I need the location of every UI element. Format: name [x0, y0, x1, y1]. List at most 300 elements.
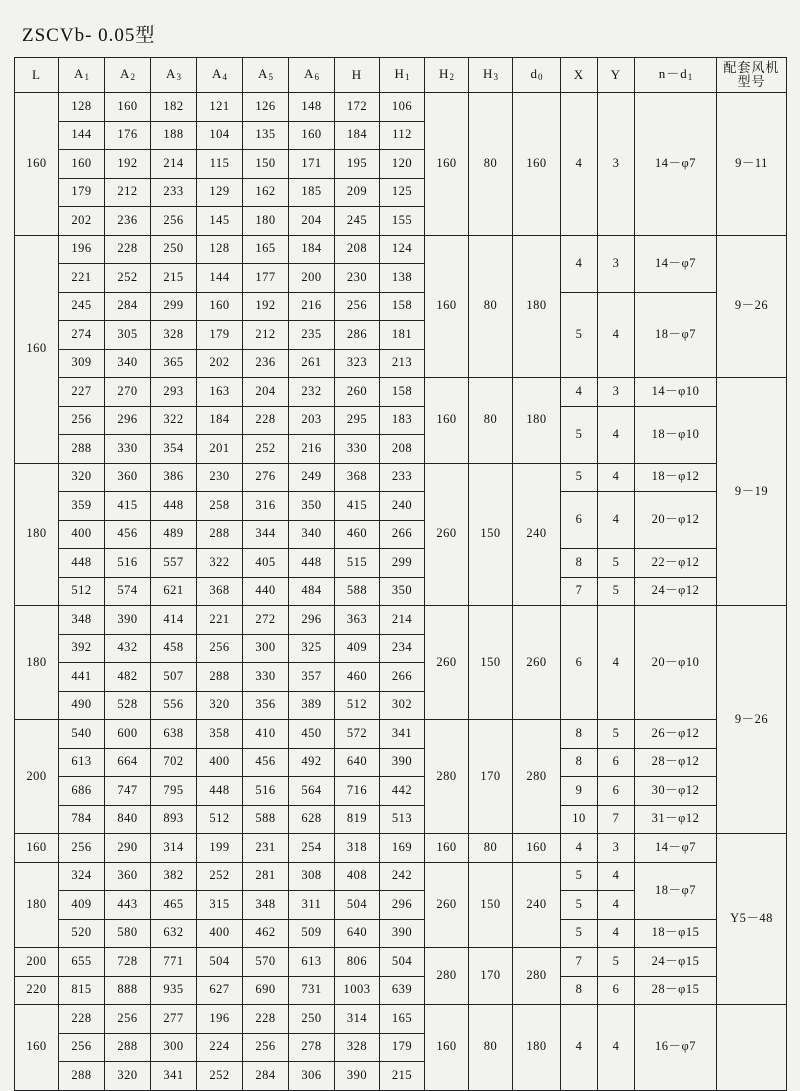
cell-Y: 4	[598, 919, 635, 948]
cell-n-d1: 14－φ7	[635, 834, 717, 863]
cell-A4: 256	[197, 634, 243, 663]
cell-A4: 400	[197, 919, 243, 948]
cell-A6: 325	[289, 634, 335, 663]
cell-A4: 199	[197, 834, 243, 863]
cell-A6: 232	[289, 378, 335, 407]
cell-H: 363	[335, 606, 380, 635]
cell-H: 172	[335, 93, 380, 122]
cell-L: 220	[15, 976, 59, 1005]
cell-n-d1: 31－φ12	[635, 805, 717, 834]
cell-n-d1: 16－φ7	[635, 1005, 717, 1091]
cell-H: 504	[335, 891, 380, 920]
cell-A5: 135	[243, 121, 289, 150]
cell-A2: 516	[105, 549, 151, 578]
cell-X: 10	[561, 805, 598, 834]
cell-H3: 170	[469, 948, 513, 1005]
cell-A3: 277	[151, 1005, 197, 1034]
cell-A5: 570	[243, 948, 289, 977]
cell-A1: 815	[59, 976, 105, 1005]
cell-A1: 441	[59, 663, 105, 692]
cell-A3: 256	[151, 207, 197, 236]
cell-H: 195	[335, 150, 380, 179]
cell-A3: 489	[151, 520, 197, 549]
cell-A3: 893	[151, 805, 197, 834]
cell-n-d1: 14－φ7	[635, 235, 717, 292]
cell-A4: 224	[197, 1033, 243, 1062]
cell-A1: 256	[59, 1033, 105, 1062]
cell-A4: 163	[197, 378, 243, 407]
cell-A2: 256	[105, 1005, 151, 1034]
cell-n-d1: 26－φ12	[635, 720, 717, 749]
cell-A5: 356	[243, 691, 289, 720]
cell-L: 160	[15, 1005, 59, 1091]
cell-d0: 260	[513, 606, 561, 720]
cell-H2: 160	[425, 93, 469, 236]
cell-A5: 344	[243, 520, 289, 549]
cell-H: 184	[335, 121, 380, 150]
column-header: $A_4$	[197, 58, 243, 93]
cell-A2: 456	[105, 520, 151, 549]
cell-A4: 129	[197, 178, 243, 207]
cell-A4: 196	[197, 1005, 243, 1034]
cell-A5: 588	[243, 805, 289, 834]
cell-A4: 128	[197, 235, 243, 264]
cell-H3: 80	[469, 378, 513, 464]
cell-H1: 240	[380, 492, 425, 521]
cell-fan-model: 9－26	[717, 606, 787, 834]
cell-Y: 6	[598, 748, 635, 777]
cell-X: 5	[561, 292, 598, 378]
cell-H2: 260	[425, 606, 469, 720]
column-header: X	[561, 58, 598, 93]
table-row	[15, 577, 787, 606]
cell-A4: 400	[197, 748, 243, 777]
cell-Y: 4	[598, 862, 635, 891]
cell-X: 4	[561, 378, 598, 407]
cell-A5: 162	[243, 178, 289, 207]
cell-A2: 305	[105, 321, 151, 350]
cell-A1: 128	[59, 93, 105, 122]
cell-A2: 580	[105, 919, 151, 948]
cell-A3: 557	[151, 549, 197, 578]
cell-A2: 192	[105, 150, 151, 179]
cell-A6: 350	[289, 492, 335, 521]
cell-Y: 4	[598, 463, 635, 492]
column-header: $n-d_1$	[635, 58, 717, 93]
cell-H2: 260	[425, 463, 469, 606]
cell-A5: 228	[243, 1005, 289, 1034]
cell-H: 460	[335, 520, 380, 549]
cell-H: 286	[335, 321, 380, 350]
cell-A5: 126	[243, 93, 289, 122]
cell-H1: 266	[380, 520, 425, 549]
cell-A3: 448	[151, 492, 197, 521]
cell-d0: 280	[513, 720, 561, 834]
cell-H: 314	[335, 1005, 380, 1034]
cell-H1: 302	[380, 691, 425, 720]
cell-A5: 330	[243, 663, 289, 692]
cell-H1: 125	[380, 178, 425, 207]
cell-A2: 840	[105, 805, 151, 834]
cell-X: 5	[561, 406, 598, 463]
cell-A3: 465	[151, 891, 197, 920]
cell-A4: 115	[197, 150, 243, 179]
column-header: 配套风机型号	[717, 58, 787, 93]
cell-A3: 771	[151, 948, 197, 977]
cell-A3: 632	[151, 919, 197, 948]
cell-A3: 300	[151, 1033, 197, 1062]
cell-A2: 284	[105, 292, 151, 321]
cell-A5: 316	[243, 492, 289, 521]
cell-A2: 252	[105, 264, 151, 293]
cell-A2: 747	[105, 777, 151, 806]
cell-A4: 145	[197, 207, 243, 236]
cell-A1: 686	[59, 777, 105, 806]
cell-A6: 340	[289, 520, 335, 549]
cell-X: 5	[561, 891, 598, 920]
cell-H: 295	[335, 406, 380, 435]
cell-H1: 181	[380, 321, 425, 350]
cell-X: 9	[561, 777, 598, 806]
cell-H: 409	[335, 634, 380, 663]
cell-A4: 121	[197, 93, 243, 122]
cell-fan-model: 9－26	[717, 235, 787, 378]
cell-A1: 256	[59, 406, 105, 435]
cell-A6: 308	[289, 862, 335, 891]
cell-H1: 390	[380, 748, 425, 777]
cell-H2: 160	[425, 1005, 469, 1091]
cell-Y: 5	[598, 549, 635, 578]
cell-A5: 440	[243, 577, 289, 606]
cell-fan-model: Y5－48	[717, 834, 787, 1005]
cell-H3: 150	[469, 606, 513, 720]
column-header: $A_5$	[243, 58, 289, 93]
cell-n-d1: 20－φ10	[635, 606, 717, 720]
cell-A5: 456	[243, 748, 289, 777]
cell-A6: 261	[289, 349, 335, 378]
cell-L: 160	[15, 834, 59, 863]
column-header: L	[15, 58, 59, 93]
cell-A3: 354	[151, 435, 197, 464]
cell-A2: 160	[105, 93, 151, 122]
cell-A4: 184	[197, 406, 243, 435]
column-header: $A_2$	[105, 58, 151, 93]
cell-H: 390	[335, 1062, 380, 1091]
cell-H1: 120	[380, 150, 425, 179]
cell-A6: 184	[289, 235, 335, 264]
table-row	[15, 93, 787, 122]
cell-Y: 5	[598, 948, 635, 977]
cell-X: 7	[561, 948, 598, 977]
cell-A4: 288	[197, 663, 243, 692]
cell-H: 230	[335, 264, 380, 293]
cell-A5: 281	[243, 862, 289, 891]
cell-A5: 516	[243, 777, 289, 806]
cell-A4: 230	[197, 463, 243, 492]
cell-A1: 512	[59, 577, 105, 606]
cell-H1: 504	[380, 948, 425, 977]
cell-H: 209	[335, 178, 380, 207]
cell-A5: 204	[243, 378, 289, 407]
cell-A1: 228	[59, 1005, 105, 1034]
cell-A1: 392	[59, 634, 105, 663]
cell-A6: 389	[289, 691, 335, 720]
cell-Y: 4	[598, 891, 635, 920]
cell-L: 200	[15, 720, 59, 834]
cell-Y: 4	[598, 492, 635, 549]
cell-A2: 664	[105, 748, 151, 777]
cell-A5: 165	[243, 235, 289, 264]
cell-A3: 638	[151, 720, 197, 749]
table-row	[15, 235, 787, 264]
cell-n-d1: 20－φ12	[635, 492, 717, 549]
cell-H: 408	[335, 862, 380, 891]
cell-Y: 6	[598, 777, 635, 806]
cell-A4: 221	[197, 606, 243, 635]
cell-Y: 3	[598, 235, 635, 292]
cell-A5: 284	[243, 1062, 289, 1091]
cell-fan-model: 9－11	[717, 93, 787, 236]
cell-A2: 320	[105, 1062, 151, 1091]
cell-A4: 320	[197, 691, 243, 720]
table-row	[15, 748, 787, 777]
cell-A6: 450	[289, 720, 335, 749]
cell-H1: 214	[380, 606, 425, 635]
cell-H3: 80	[469, 235, 513, 378]
cell-H1: 233	[380, 463, 425, 492]
cell-Y: 4	[598, 292, 635, 378]
cell-A3: 214	[151, 150, 197, 179]
cell-A1: 256	[59, 834, 105, 863]
table-body	[15, 93, 787, 1091]
cell-L: 200	[15, 948, 59, 977]
cell-A6: 250	[289, 1005, 335, 1034]
cell-A3: 458	[151, 634, 197, 663]
cell-Y: 5	[598, 577, 635, 606]
cell-Y: 6	[598, 976, 635, 1005]
cell-A4: 160	[197, 292, 243, 321]
cell-A2: 390	[105, 606, 151, 635]
cell-A1: 196	[59, 235, 105, 264]
cell-A3: 935	[151, 976, 197, 1005]
column-header: $H_1$	[380, 58, 425, 93]
cell-A1: 448	[59, 549, 105, 578]
cell-A5: 272	[243, 606, 289, 635]
cell-H1: 106	[380, 93, 425, 122]
cell-A6: 306	[289, 1062, 335, 1091]
cell-A1: 309	[59, 349, 105, 378]
cell-H1: 390	[380, 919, 425, 948]
cell-A1: 655	[59, 948, 105, 977]
cell-H1: 138	[380, 264, 425, 293]
cell-A1: 490	[59, 691, 105, 720]
cell-X: 8	[561, 976, 598, 1005]
cell-A1: 324	[59, 862, 105, 891]
cell-A4: 104	[197, 121, 243, 150]
table-row	[15, 862, 787, 891]
cell-H: 515	[335, 549, 380, 578]
cell-A2: 340	[105, 349, 151, 378]
cell-Y: 3	[598, 93, 635, 236]
cell-H2: 260	[425, 862, 469, 948]
cell-A1: 179	[59, 178, 105, 207]
cell-X: 4	[561, 1005, 598, 1091]
cell-A6: 509	[289, 919, 335, 948]
cell-A2: 212	[105, 178, 151, 207]
cell-A3: 702	[151, 748, 197, 777]
cell-A6: 203	[289, 406, 335, 435]
cell-A5: 228	[243, 406, 289, 435]
cell-H1: 234	[380, 634, 425, 663]
cell-A6: 564	[289, 777, 335, 806]
cell-H: 330	[335, 435, 380, 464]
cell-A4: 322	[197, 549, 243, 578]
column-header: $A_6$	[289, 58, 335, 93]
cell-A6: 254	[289, 834, 335, 863]
cell-A6: 613	[289, 948, 335, 977]
cell-H: 260	[335, 378, 380, 407]
cell-A6: 628	[289, 805, 335, 834]
cell-n-d1: 22－φ12	[635, 549, 717, 578]
cell-Y: 4	[598, 1005, 635, 1091]
cell-A2: 228	[105, 235, 151, 264]
cell-Y: 3	[598, 834, 635, 863]
cell-X: 7	[561, 577, 598, 606]
table-row	[15, 805, 787, 834]
cell-A5: 348	[243, 891, 289, 920]
cell-A1: 202	[59, 207, 105, 236]
column-header: $d_0$	[513, 58, 561, 93]
cell-n-d1: 14－φ10	[635, 378, 717, 407]
cell-A2: 432	[105, 634, 151, 663]
cell-A4: 202	[197, 349, 243, 378]
cell-A6: 185	[289, 178, 335, 207]
table-row	[15, 919, 787, 948]
table-row	[15, 463, 787, 492]
column-header: $H_3$	[469, 58, 513, 93]
table-row	[15, 492, 787, 521]
cell-A6: 357	[289, 663, 335, 692]
cell-A6: 731	[289, 976, 335, 1005]
cell-A2: 296	[105, 406, 151, 435]
cell-n-d1: 28－φ12	[635, 748, 717, 777]
cell-H1: 341	[380, 720, 425, 749]
cell-A1: 359	[59, 492, 105, 521]
cell-d0: 180	[513, 235, 561, 378]
cell-H1: 242	[380, 862, 425, 891]
cell-A2: 728	[105, 948, 151, 977]
cell-A1: 160	[59, 150, 105, 179]
cell-A6: 278	[289, 1033, 335, 1062]
cell-n-d1: 18－φ10	[635, 406, 717, 463]
cell-Y: 4	[598, 406, 635, 463]
cell-L: 160	[15, 93, 59, 236]
cell-H: 245	[335, 207, 380, 236]
cell-A6: 160	[289, 121, 335, 150]
cell-X: 6	[561, 492, 598, 549]
table-row	[15, 549, 787, 578]
cell-d0: 280	[513, 948, 561, 1005]
cell-A2: 888	[105, 976, 151, 1005]
cell-A6: 249	[289, 463, 335, 492]
cell-H3: 80	[469, 834, 513, 863]
cell-A3: 414	[151, 606, 197, 635]
cell-n-d1: 18－φ12	[635, 463, 717, 492]
column-header: H	[335, 58, 380, 93]
cell-H1: 639	[380, 976, 425, 1005]
cell-H: 640	[335, 919, 380, 948]
cell-A5: 252	[243, 435, 289, 464]
table-row	[15, 777, 787, 806]
cell-X: 5	[561, 919, 598, 948]
cell-H2: 160	[425, 834, 469, 863]
cell-A5: 236	[243, 349, 289, 378]
cell-H: 572	[335, 720, 380, 749]
cell-H: 415	[335, 492, 380, 521]
cell-A5: 192	[243, 292, 289, 321]
cell-A5: 276	[243, 463, 289, 492]
cell-A4: 512	[197, 805, 243, 834]
cell-X: 4	[561, 93, 598, 236]
cell-A6: 216	[289, 292, 335, 321]
cell-Y: 7	[598, 805, 635, 834]
cell-A1: 409	[59, 891, 105, 920]
cell-A4: 627	[197, 976, 243, 1005]
cell-H: 328	[335, 1033, 380, 1062]
cell-A2: 176	[105, 121, 151, 150]
cell-X: 8	[561, 549, 598, 578]
cell-A1: 221	[59, 264, 105, 293]
cell-A6: 171	[289, 150, 335, 179]
cell-H: 1003	[335, 976, 380, 1005]
cell-A6: 235	[289, 321, 335, 350]
cell-H1: 158	[380, 378, 425, 407]
cell-L: 160	[15, 235, 59, 463]
column-header: Y	[598, 58, 635, 93]
cell-A3: 182	[151, 93, 197, 122]
table-row	[15, 720, 787, 749]
cell-A5: 177	[243, 264, 289, 293]
column-header: $A_1$	[59, 58, 105, 93]
cell-A6: 204	[289, 207, 335, 236]
cell-A4: 358	[197, 720, 243, 749]
cell-A2: 236	[105, 207, 151, 236]
cell-A1: 320	[59, 463, 105, 492]
cell-A3: 795	[151, 777, 197, 806]
cell-H: 806	[335, 948, 380, 977]
cell-n-d1: 18－φ7	[635, 862, 717, 919]
cell-H: 256	[335, 292, 380, 321]
cell-A1: 613	[59, 748, 105, 777]
cell-A5: 256	[243, 1033, 289, 1062]
cell-A3: 328	[151, 321, 197, 350]
cell-H3: 80	[469, 1005, 513, 1091]
cell-A3: 382	[151, 862, 197, 891]
table-row	[15, 834, 787, 863]
cell-H2: 160	[425, 378, 469, 464]
cell-A6: 148	[289, 93, 335, 122]
cell-A6: 296	[289, 606, 335, 635]
cell-H3: 150	[469, 862, 513, 948]
cell-H2: 160	[425, 235, 469, 378]
cell-A1: 274	[59, 321, 105, 350]
cell-H: 318	[335, 834, 380, 863]
cell-H1: 513	[380, 805, 425, 834]
cell-d0: 240	[513, 463, 561, 606]
column-header: $H_2$	[425, 58, 469, 93]
cell-A1: 227	[59, 378, 105, 407]
cell-A5: 212	[243, 321, 289, 350]
